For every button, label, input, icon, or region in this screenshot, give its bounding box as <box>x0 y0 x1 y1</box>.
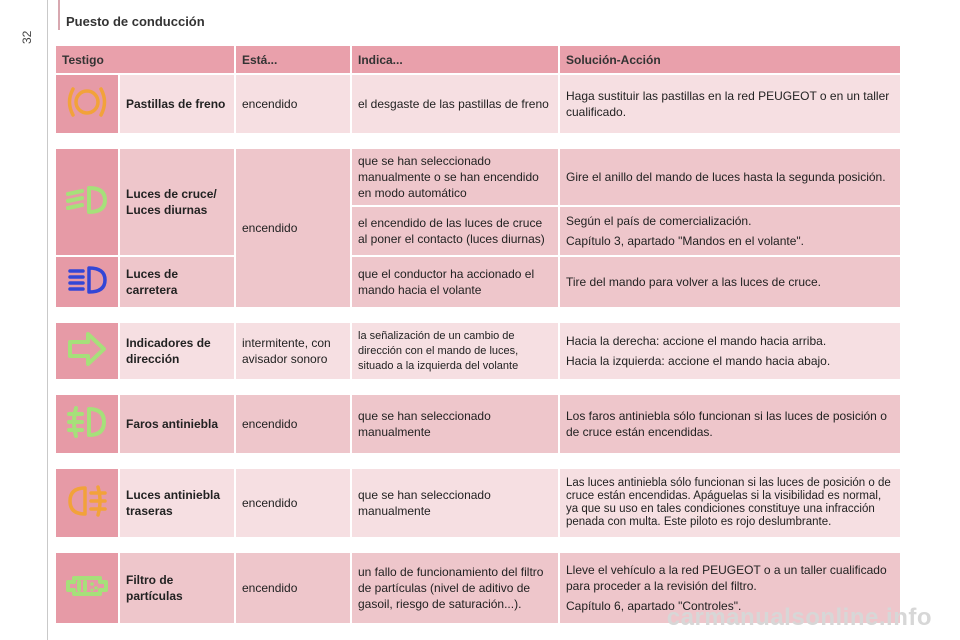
row-solucion <box>560 73 902 133</box>
section-title: Puesto de conducción <box>66 14 205 29</box>
icon-cell <box>56 467 120 537</box>
row-name: Filtro de partículas <box>120 551 236 623</box>
solucion-text: Las luces antiniebla sólo funcionan si las luces de posición o de cruce están encendidas. Apáguelas si la visibilidad es normal, ya que su uso en tales condiciones constituye una infracción penada con multa. Este piloto es rojo deslumbrante. <box>566 477 891 528</box>
section-marker <box>58 0 60 30</box>
rear-fog-light-icon <box>64 481 110 521</box>
margin-rule <box>47 0 48 640</box>
icon-cell <box>56 147 120 255</box>
row-solucion <box>560 147 902 205</box>
row-indica: la señalización de un cambio de dirección con el mando de luces, situado a la izquierda del volante <box>352 321 560 379</box>
watermark: carmanualsonline.info <box>666 604 932 631</box>
table-row <box>56 147 902 205</box>
icon-cell <box>56 255 120 307</box>
warning-lights-table <box>56 46 902 623</box>
solucion-text: Haga sustituir las pastillas en la red PEUGEOT o en un taller cualificado. <box>566 89 890 119</box>
row-name: Pastillas de freno <box>120 73 236 133</box>
particle-filter-icon <box>64 566 110 606</box>
row-indica: el encendido de las luces de cruce al poner el contacto (luces diurnas) <box>352 205 560 255</box>
solucion-text: Los faros antiniebla sólo funcionan si las luces de posición o de cruce están encendidas. <box>566 409 887 439</box>
turn-signal-icon <box>64 329 110 369</box>
icon-cell <box>56 73 120 133</box>
row-name: Luces de carretera <box>120 255 236 307</box>
solucion-text: Tire del mando para volver a las luces de cruce. <box>566 275 822 289</box>
row-solucion <box>560 393 902 453</box>
high-beam-icon <box>64 262 110 298</box>
row-solucion <box>560 205 902 255</box>
row-esta: encendido <box>236 73 352 133</box>
icon-cell <box>56 321 120 379</box>
table-row <box>56 393 902 453</box>
row-indica: que se han seleccionado manualmente <box>352 467 560 537</box>
solucion-text: Capítulo 6, apartado "Controles". <box>566 599 742 613</box>
row-name: Luces antiniebla traseras <box>120 467 236 537</box>
solucion-text: Lleve el vehículo a la red PEUGEOT o a un taller cualificado para proceder a la revisión del filtro. <box>566 563 887 593</box>
row-solucion <box>560 321 902 379</box>
solucion-text: Capítulo 3, apartado "Mandos en el volante". <box>566 234 805 248</box>
table-row <box>56 73 902 133</box>
solucion-text: Gire el anillo del mando de luces hasta la segunda posición. <box>566 170 886 184</box>
row-indica: que se han seleccionado manualmente <box>352 393 560 453</box>
solucion-text: Según el país de comercialización. <box>566 214 752 228</box>
row-esta: encendido <box>236 393 352 453</box>
row-esta: encendido <box>236 147 352 307</box>
row-esta: intermitente, con avisador sonoro <box>236 321 352 379</box>
row-esta: encendido <box>236 467 352 537</box>
low-beam-icon <box>64 182 110 218</box>
front-fog-light-icon <box>64 402 110 442</box>
row-name: Indicadores de dirección <box>120 321 236 379</box>
row-indica: que el conductor ha accionado el mando hacia el volante <box>352 255 560 307</box>
icon-cell <box>56 393 120 453</box>
solucion-text: Hacia la derecha: accione el mando hacia arriba. <box>566 334 827 348</box>
table-header-row <box>56 46 902 73</box>
icon-cell <box>56 551 120 623</box>
header-solucion: Solución-Acción <box>560 46 902 73</box>
table-row <box>56 321 902 379</box>
table-row <box>56 255 902 307</box>
page-number: 32 <box>20 30 34 44</box>
brake-pads-warning-icon <box>64 81 110 123</box>
table-row <box>56 467 902 537</box>
row-indica: el desgaste de las pastillas de freno <box>352 73 560 133</box>
header-indica: Indica... <box>352 46 560 73</box>
header-esta: Está... <box>236 46 352 73</box>
row-solucion <box>560 467 902 537</box>
solucion-text: Hacia la izquierda: accione el mando hacia abajo. <box>566 354 831 368</box>
row-esta: encendido <box>236 551 352 623</box>
row-indica: un fallo de funcionamiento del filtro de partículas (nivel de aditivo de gasoil, riesgo de saturación...). <box>352 551 560 623</box>
row-indica: que se han seleccionado manualmente o se han encendido en modo automático <box>352 147 560 205</box>
header-testigo: Testigo <box>56 46 236 73</box>
row-name: Faros antiniebla <box>120 393 236 453</box>
row-solucion <box>560 255 902 307</box>
row-name: Luces de cruce/ Luces diurnas <box>120 147 236 255</box>
